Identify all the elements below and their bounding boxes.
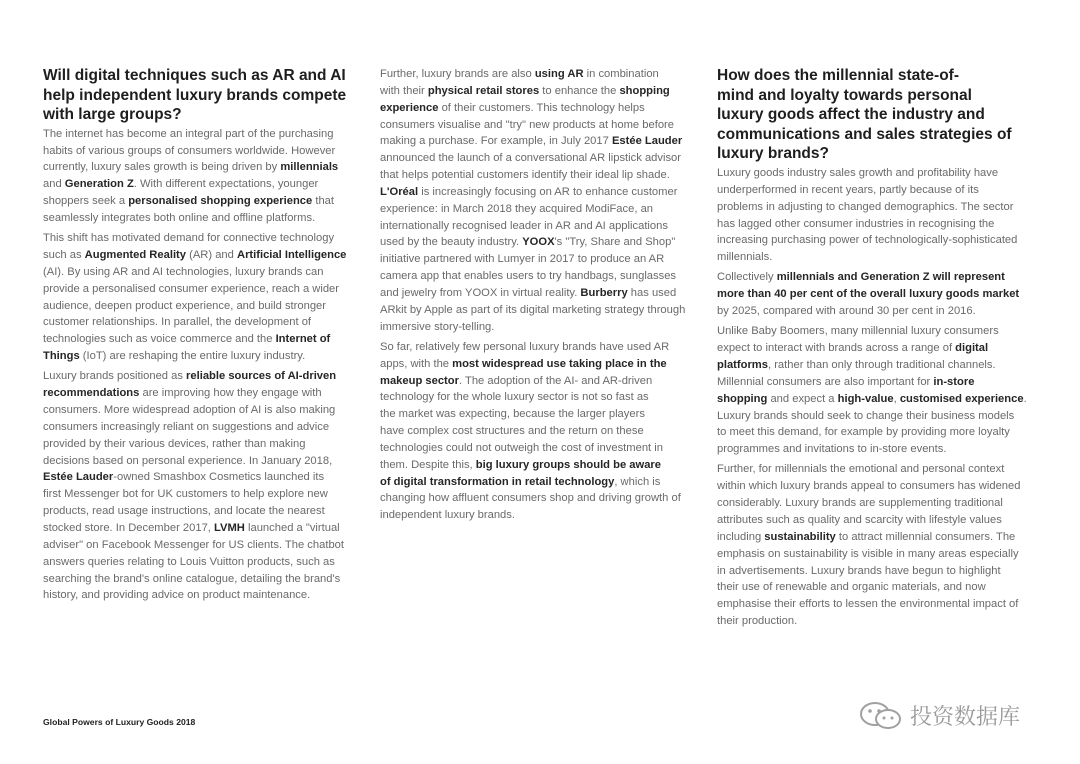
text-segment: emphasise their efforts to lessen the environmental impact of bbox=[717, 598, 1019, 611]
text-line bbox=[43, 176, 373, 193]
text-segment: . bbox=[1023, 392, 1027, 405]
text-line bbox=[380, 251, 710, 268]
text-segment: their use of renewable and organic materials, and now bbox=[717, 581, 986, 594]
bold-emphasis: big luxury groups should be aware bbox=[475, 458, 662, 471]
text-segment: technology for the whole luxury sector is not so fast as bbox=[380, 391, 649, 404]
text-line bbox=[717, 512, 1047, 529]
text-segment: their production. bbox=[717, 615, 798, 628]
text-line bbox=[717, 461, 1047, 478]
text-segment: to attract millennial consumers. The bbox=[835, 530, 1016, 543]
bold-emphasis: reliable sources of AI-driven bbox=[186, 370, 337, 383]
section-heading bbox=[43, 66, 373, 125]
heading-line: communications and sales strategies of bbox=[717, 125, 1012, 143]
text-line bbox=[43, 230, 373, 247]
text-segment: The internet has become an integral part of the purchasing bbox=[43, 127, 334, 140]
bold-emphasis: customised experience bbox=[899, 392, 1024, 405]
text-line bbox=[717, 478, 1047, 495]
text-segment: that bbox=[312, 195, 335, 208]
text-segment: making a purchase. For example, in July 2017 bbox=[380, 135, 612, 148]
text-segment: have complex cost structures and the return on these bbox=[380, 425, 644, 438]
text-line bbox=[380, 66, 710, 83]
text-segment: announced the launch of a conversational AR lipstick advisor bbox=[380, 152, 682, 165]
text-segment: emphasis on sustainability is visible in many areas especially bbox=[717, 547, 1019, 560]
text-segment: by 2025, compared with around 30 per cent in 2016. bbox=[717, 305, 976, 318]
text-segment: decisions based on personal experience. In January 2018, bbox=[43, 454, 333, 467]
text-line bbox=[380, 184, 710, 201]
text-segment: to enhance the bbox=[539, 84, 620, 97]
watermark-text: 投资数据库 bbox=[910, 704, 1021, 729]
paragraph bbox=[717, 165, 1047, 266]
text-segment: habits of various groups of consumers worldwide. However bbox=[43, 144, 336, 157]
section-heading bbox=[717, 66, 1047, 164]
text-segment: attributes such as quality and scarcity with lifestyle values bbox=[717, 514, 1002, 527]
text-segment: in combination bbox=[583, 68, 659, 80]
column-millennials bbox=[717, 66, 1047, 633]
bold-emphasis: L'Oréal bbox=[380, 185, 419, 198]
text-line bbox=[717, 323, 1047, 340]
text-segment: the market was expecting, because the larger players bbox=[380, 408, 645, 421]
text-segment: considerably. Luxury brands are supplementing traditional bbox=[717, 497, 1003, 510]
text-line bbox=[380, 83, 710, 100]
text-segment: Luxury brands positioned as bbox=[43, 370, 187, 383]
text-line bbox=[717, 269, 1047, 286]
text-line bbox=[43, 554, 373, 571]
text-line bbox=[717, 303, 1047, 320]
paragraph bbox=[43, 230, 373, 365]
text-segment: stocked store. In December 2017, bbox=[43, 521, 215, 534]
text-segment: camera app that enables users to try handbags, sunglasses bbox=[380, 270, 677, 283]
bold-emphasis: shopping bbox=[717, 392, 768, 405]
text-segment: So far, relatively few personal luxury brands have used AR bbox=[380, 340, 670, 353]
text-line bbox=[43, 419, 373, 436]
text-segment: technologies such as voice commerce and the bbox=[43, 333, 276, 346]
text-line bbox=[43, 210, 373, 227]
wechat-icon bbox=[858, 701, 904, 731]
text-segment: provided by their various devices, rather than making bbox=[43, 437, 306, 450]
bold-emphasis: more than 40 per cent of the overall luxury goods market bbox=[717, 288, 1020, 301]
bold-emphasis: Estée Lauder bbox=[611, 135, 683, 148]
text-segment: seamlessly integrates both online and offline platforms. bbox=[43, 212, 316, 224]
text-segment: including bbox=[717, 530, 765, 543]
text-segment: are improving how they engage with bbox=[139, 387, 322, 400]
text-segment: and expect a bbox=[767, 392, 838, 405]
paragraph bbox=[717, 461, 1047, 629]
text-segment: and bbox=[43, 178, 65, 191]
text-line bbox=[380, 356, 710, 373]
text-line bbox=[717, 232, 1047, 249]
bold-emphasis: physical retail stores bbox=[427, 84, 540, 97]
text-segment: provide a personalised consumer experience, reach a wider bbox=[43, 282, 340, 295]
text-segment: 's "Try, Share and Shop" bbox=[554, 236, 676, 249]
text-segment: consumers. More widespread adoption of AI is also making bbox=[43, 404, 336, 417]
text-segment: consumers visualise and "try" new products at home before bbox=[380, 118, 674, 131]
text-segment: , which is bbox=[614, 475, 661, 488]
heading-line: mind and loyalty towards personal bbox=[717, 86, 972, 104]
text-segment: Millennial consumers are also important for bbox=[717, 375, 934, 388]
text-line bbox=[380, 373, 710, 390]
text-segment: . The adoption of the AI- and AR-driven bbox=[458, 374, 653, 387]
text-segment: is increasingly focusing on AR to enhance customer bbox=[418, 185, 678, 198]
text-line bbox=[380, 319, 710, 336]
paragraph bbox=[380, 66, 710, 336]
bold-emphasis: in-store bbox=[933, 375, 975, 388]
heading-line: Will digital techniques such as AR and AI bbox=[43, 67, 346, 84]
paragraph bbox=[43, 126, 373, 227]
text-segment: of their customers. This technology helps bbox=[438, 101, 645, 114]
text-line bbox=[717, 357, 1047, 374]
paragraph bbox=[717, 323, 1047, 458]
text-segment: history, and providing advice on product maintenance. bbox=[43, 589, 311, 602]
text-segment: (AI). By using AR and AI technologies, luxury brands can bbox=[43, 265, 324, 278]
text-segment: audience, deepen product experience, and build stronger bbox=[43, 299, 326, 312]
text-line bbox=[380, 440, 710, 457]
text-segment: such as bbox=[43, 249, 85, 262]
text-line bbox=[43, 587, 373, 604]
text-line bbox=[43, 247, 373, 264]
text-segment: millennials. bbox=[717, 251, 773, 264]
text-line bbox=[717, 563, 1047, 580]
text-segment: within which luxury brands appeal to consumers has widened bbox=[717, 480, 1021, 493]
bold-emphasis: Burberry bbox=[580, 286, 628, 299]
text-line bbox=[380, 218, 710, 235]
text-line bbox=[717, 579, 1047, 596]
text-line bbox=[717, 286, 1047, 303]
bold-emphasis: shopping bbox=[619, 84, 670, 97]
bold-emphasis: Estée Lauder bbox=[43, 471, 114, 484]
text-line bbox=[380, 133, 710, 150]
text-segment: , rather than only through traditional channels. bbox=[767, 359, 996, 372]
text-segment: (IoT) are reshaping the entire luxury industry. bbox=[79, 350, 306, 363]
text-segment: ARkit by Apple as part of its digital marketing strategy through bbox=[380, 303, 686, 316]
text-segment: consumers increasingly reliant on suggestions and advice bbox=[43, 420, 330, 433]
bold-emphasis: platforms bbox=[717, 359, 768, 372]
text-segment: has lagged other consumer industries in recognising the bbox=[717, 217, 995, 230]
text-line bbox=[43, 537, 373, 554]
heading-line: How does the millennial state-of- bbox=[717, 67, 959, 84]
text-line bbox=[380, 100, 710, 117]
text-segment: launched a "virtual bbox=[244, 521, 340, 534]
bold-emphasis: Generation Z bbox=[64, 178, 134, 191]
bold-emphasis: millennials bbox=[280, 161, 339, 174]
heading-line: luxury brands? bbox=[717, 145, 829, 163]
heading-line: with large groups? bbox=[43, 106, 182, 124]
text-line bbox=[43, 503, 373, 520]
text-line bbox=[380, 201, 710, 218]
text-line bbox=[43, 331, 373, 348]
text-line bbox=[43, 143, 373, 160]
text-line bbox=[717, 441, 1047, 458]
text-segment: in advertisements. Luxury brands have begun to highlight bbox=[717, 564, 1001, 577]
column-ar-retail bbox=[380, 66, 710, 528]
text-line bbox=[43, 348, 373, 365]
text-line bbox=[43, 281, 373, 298]
text-segment: currently, luxury sales growth is being driven by bbox=[43, 161, 281, 174]
text-segment: problems in adjusting to changed demographics. The sector bbox=[717, 200, 1014, 213]
text-line bbox=[717, 165, 1047, 182]
bold-emphasis: sustainability bbox=[764, 530, 836, 543]
text-line bbox=[380, 474, 710, 491]
text-segment: that helps potential customers identify their ideal lip shade. bbox=[380, 169, 670, 182]
text-segment: adviser" on Facebook Messenger for US clients. The chatbot bbox=[43, 538, 345, 551]
text-line bbox=[380, 285, 710, 302]
text-line bbox=[717, 596, 1047, 613]
bold-emphasis: high-value bbox=[837, 392, 894, 405]
text-line bbox=[717, 424, 1047, 441]
text-line bbox=[43, 314, 373, 331]
text-segment: them. Despite this, bbox=[380, 458, 476, 471]
paragraph bbox=[717, 269, 1047, 320]
text-segment: . With different expectations, younger bbox=[133, 178, 319, 191]
text-segment: underperformed in recent years, partly because of its bbox=[717, 183, 979, 196]
bold-emphasis: experience bbox=[380, 101, 439, 114]
text-segment: products, read usage instructions, and locate the nearest bbox=[43, 505, 325, 518]
text-line bbox=[380, 406, 710, 423]
text-line bbox=[380, 423, 710, 440]
text-line bbox=[43, 469, 373, 486]
text-line bbox=[717, 199, 1047, 216]
text-segment: searching the brand's online catalogue, detailing the brand's bbox=[43, 572, 341, 585]
text-segment: increasing purchasing power of technologically-sophisticated bbox=[717, 234, 1018, 247]
text-segment: with their bbox=[380, 84, 428, 97]
bold-emphasis: personalised shopping experience bbox=[128, 195, 313, 208]
text-segment: has used bbox=[627, 286, 677, 299]
text-segment: used by the beauty industry. bbox=[380, 236, 523, 249]
text-line bbox=[717, 391, 1047, 408]
text-segment: (AR) and bbox=[186, 249, 237, 262]
text-segment: apps, with the bbox=[380, 357, 453, 370]
text-segment: independent luxury brands. bbox=[380, 509, 515, 522]
text-segment: technologies could not outweigh the cost of investment in bbox=[380, 441, 663, 454]
text-segment: expect to interact with brands across a range of bbox=[717, 342, 956, 355]
bold-emphasis: of digital transformation in retail technology bbox=[380, 475, 615, 488]
text-segment: Unlike Baby Boomers, many millennial luxury consumers bbox=[717, 325, 999, 338]
bold-emphasis: millennials and Generation Z will represent bbox=[776, 271, 1005, 284]
text-line bbox=[380, 117, 710, 134]
text-segment: This shift has motivated demand for connective technology bbox=[43, 232, 335, 245]
bold-emphasis: LVMH bbox=[214, 521, 245, 534]
bold-emphasis: digital bbox=[955, 342, 989, 355]
text-line bbox=[380, 507, 710, 524]
text-line bbox=[43, 298, 373, 315]
text-segment: answers queries relating to Louis Vuitton products, such as bbox=[43, 555, 335, 568]
footer-publication-title: Global Powers of Luxury Goods 2018 bbox=[43, 717, 196, 727]
text-line bbox=[380, 389, 710, 406]
text-line bbox=[717, 529, 1047, 546]
text-line bbox=[717, 546, 1047, 563]
paragraph bbox=[43, 368, 373, 604]
text-segment: Further, luxury brands are also bbox=[380, 68, 535, 80]
bold-emphasis: Artificial Intelligence bbox=[236, 249, 347, 262]
text-line bbox=[380, 167, 710, 184]
text-segment: programmes and invitations to in-store events. bbox=[717, 443, 947, 456]
text-line bbox=[43, 402, 373, 419]
text-segment: internationally recognised leader in AR and AI applications bbox=[380, 219, 668, 232]
text-line bbox=[717, 182, 1047, 199]
bold-emphasis: recommendations bbox=[43, 387, 140, 400]
text-line bbox=[717, 495, 1047, 512]
column-ai-ar bbox=[43, 66, 373, 608]
text-segment: to meet this demand, for example by providing more loyalty bbox=[717, 426, 1010, 439]
text-line bbox=[717, 249, 1047, 266]
text-segment: , bbox=[893, 392, 900, 405]
text-segment: customer relationships. In parallel, the development of bbox=[43, 316, 312, 329]
text-line bbox=[43, 193, 373, 210]
text-line bbox=[380, 150, 710, 167]
text-line bbox=[380, 302, 710, 319]
text-line bbox=[717, 374, 1047, 391]
text-segment: experience: in March 2018 they acquired ModiFace, an bbox=[380, 202, 654, 215]
text-line bbox=[43, 520, 373, 537]
text-segment: Luxury goods industry sales growth and profitability have bbox=[717, 166, 999, 179]
text-line bbox=[717, 613, 1047, 630]
text-segment: changing how affluent consumers shop and driving growth of bbox=[380, 492, 681, 505]
text-line bbox=[380, 234, 710, 251]
text-line bbox=[43, 126, 373, 143]
text-segment: Luxury brands should seek to change their business models bbox=[717, 409, 1015, 422]
text-line bbox=[380, 457, 710, 474]
watermark bbox=[858, 700, 1020, 731]
text-line bbox=[43, 368, 373, 385]
text-line bbox=[43, 385, 373, 402]
bold-emphasis: using AR bbox=[534, 68, 584, 80]
bold-emphasis: makeup sector bbox=[380, 374, 459, 387]
text-segment: and jewelry from YOOX in virtual reality. bbox=[380, 286, 581, 299]
heading-line: help independent luxury brands compete bbox=[43, 86, 347, 104]
text-line bbox=[380, 490, 710, 507]
text-segment: immersive story-telling. bbox=[380, 320, 495, 333]
text-segment: Collectively bbox=[717, 271, 777, 284]
text-line bbox=[43, 571, 373, 588]
text-line bbox=[43, 453, 373, 470]
bold-emphasis: Things bbox=[43, 350, 80, 363]
heading-line: luxury goods affect the industry and bbox=[717, 106, 985, 124]
paragraph bbox=[380, 339, 710, 524]
text-line bbox=[380, 268, 710, 285]
text-segment: first Messenger bot for UK customers to help explore new bbox=[43, 488, 328, 501]
text-line bbox=[43, 436, 373, 453]
text-line bbox=[380, 339, 710, 356]
bold-emphasis: most widespread use taking place in the bbox=[452, 357, 667, 370]
text-line bbox=[43, 264, 373, 281]
bold-emphasis: Internet of bbox=[275, 333, 331, 346]
text-line bbox=[43, 486, 373, 503]
bold-emphasis: YOOX bbox=[522, 236, 555, 249]
text-segment: -owned Smashbox Cosmetics launched its bbox=[113, 471, 325, 484]
text-line bbox=[717, 340, 1047, 357]
text-line bbox=[717, 216, 1047, 233]
text-line bbox=[717, 408, 1047, 425]
text-segment: Further, for millennials the emotional and personal context bbox=[717, 463, 1005, 476]
text-segment: initiative partnered with Lumyer in 2017 to produce an AR bbox=[380, 253, 665, 266]
text-line bbox=[43, 159, 373, 176]
bold-emphasis: Augmented Reality bbox=[84, 249, 186, 262]
text-segment: shoppers seek a bbox=[43, 195, 129, 208]
